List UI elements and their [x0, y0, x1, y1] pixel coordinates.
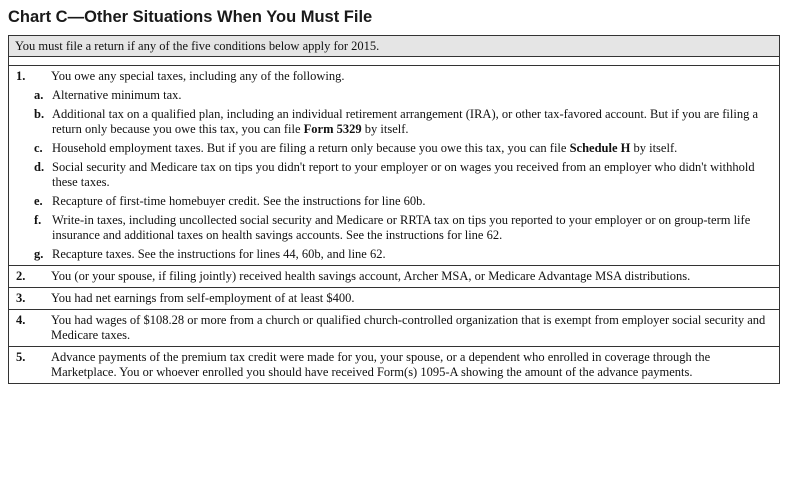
- condition-number: 4.: [16, 313, 26, 327]
- list-item: [34, 141, 773, 156]
- item-text: Additional tax on a qualified plan, including an individual retirement arrangement (IRA), or other tax-favored account. But if you are filing a return only because you owe this tax, you can file Form 5329 by itself.: [52, 107, 759, 136]
- item-text: Write-in taxes, including uncollected social security and Medicare or RRTA tax on tips you reported to your employer or on group-term life insurance and additional taxes on health savings accounts. See the instructions for line 62.: [52, 213, 751, 242]
- chart-title: Chart C—Other Situations When You Must File: [8, 8, 373, 26]
- condition-4: [9, 310, 779, 347]
- filing-conditions-chart: [8, 35, 780, 384]
- condition-text: You had net earnings from self-employment of at least $400.: [51, 291, 355, 305]
- item-text: Alternative minimum tax.: [52, 88, 182, 102]
- item-text: Recapture of first-time homebuyer credit. See the instructions for line 60b.: [52, 194, 426, 208]
- header-gap: [9, 57, 779, 66]
- condition-text: You (or your spouse, if filing jointly) received health savings account, Archer MSA, or Medicare Advantage MSA distributions.: [51, 269, 691, 283]
- list-item: [34, 160, 773, 190]
- condition-number: 1.: [16, 69, 26, 83]
- condition-number: 5.: [16, 350, 26, 364]
- list-item: [34, 213, 773, 243]
- schedule-h-reference: Schedule H: [569, 141, 631, 155]
- item-letter: a.: [34, 88, 44, 102]
- list-item: [34, 247, 773, 262]
- item-text: Social security and Medicare tax on tips you didn't report to your employer or on wages you received from an employer who didn't withhold these taxes.: [52, 160, 755, 189]
- list-item: [34, 88, 773, 103]
- item-letter: g.: [34, 247, 44, 261]
- condition-3: [9, 288, 779, 310]
- special-taxes-list: [34, 88, 773, 262]
- item-letter: d.: [34, 160, 45, 174]
- condition-1: [9, 66, 779, 266]
- condition-number: 3.: [16, 291, 26, 305]
- item-letter: e.: [34, 194, 43, 208]
- item-text: Household employment taxes. But if you are filing a return only because you owe this tax, you can file Schedule H by itself.: [52, 141, 678, 155]
- condition-text: You owe any special taxes, including any of the following.: [51, 69, 345, 83]
- item-letter: c.: [34, 141, 43, 155]
- list-item: [34, 194, 773, 209]
- chart-intro: You must file a return if any of the five conditions below apply for 2015.: [9, 36, 779, 57]
- condition-text: You had wages of $108.28 or more from a church or qualified church-controlled organization that is exempt from employer social security and Medicare taxes.: [51, 313, 766, 342]
- form-5329-reference: Form 5329: [303, 122, 362, 136]
- list-item: [34, 107, 773, 137]
- item-text: Recapture taxes. See the instructions for lines 44, 60b, and line 62.: [52, 247, 386, 261]
- item-letter: b.: [34, 107, 45, 121]
- item-letter: f.: [34, 213, 42, 227]
- condition-2: [9, 266, 779, 288]
- condition-5: [9, 347, 779, 383]
- condition-text: Advance payments of the premium tax credit were made for you, your spouse, or a dependent who enrolled in coverage through the Marketplace. You or whoever enrolled you should have received Form(s) 1095-A showing the amount of the advance payments.: [51, 350, 711, 379]
- condition-number: 2.: [16, 269, 26, 283]
